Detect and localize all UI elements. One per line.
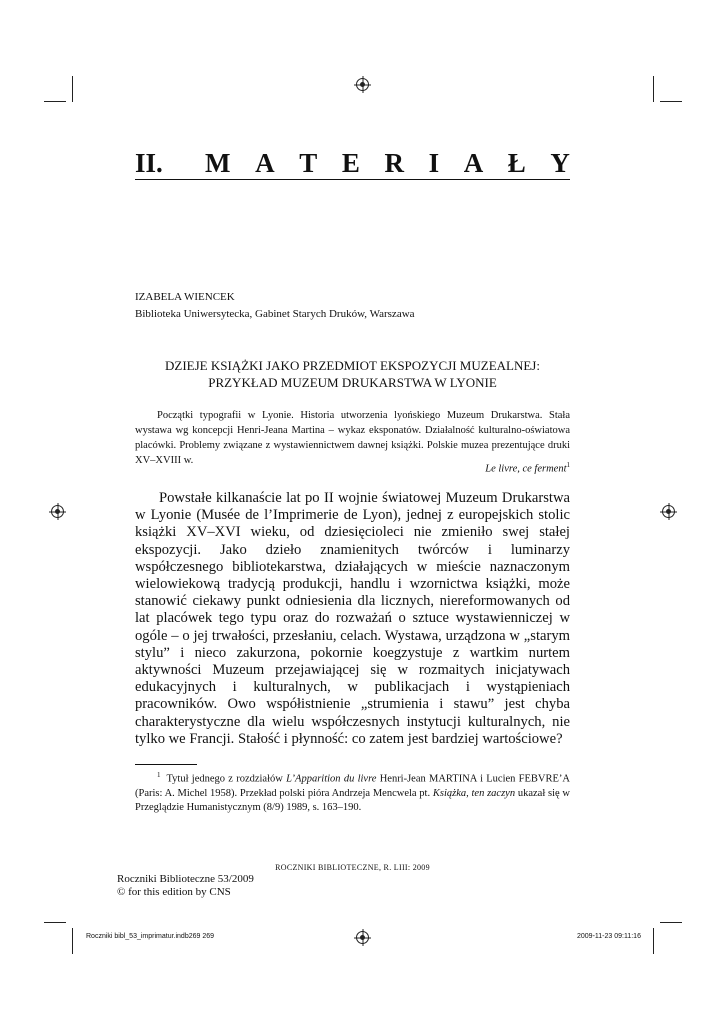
epigraph [135,461,570,475]
crop-mark [660,922,682,923]
crop-mark [660,101,682,102]
footnote [135,768,570,815]
author-affiliation: Biblioteka Uniwersytecka, Gabinet Starych Druków, Warszawa [135,308,415,320]
epigraph-text: Le livre, ce ferment [485,463,567,475]
footnote-number: 1 [157,771,161,779]
author-name: IZABELA WIENCEK [135,291,235,303]
chapter-rule [135,179,570,180]
article-title-line: DZIEJE KSIĄŻKI JAKO PRZEDMIOT EKSPOZYCJI MUZEALNEJ: [165,358,540,373]
crop-mark [653,76,654,102]
crop-mark [44,922,66,923]
chapter-letter: E [341,148,360,178]
printer-slug-file: Roczniki bibl_53_imprimatur.indb269 269 [86,933,215,940]
journal-issue: Roczniki Biblioteczne 53/2009 [117,873,254,885]
chapter-letter: R [384,148,404,178]
registration-mark-icon [356,931,369,944]
chapter-letter: I [428,148,440,178]
crop-mark [653,928,654,954]
footnote-italic: Książka, ten zaczyn [432,787,516,799]
registration-mark-icon [662,505,675,518]
chapter-letter: Y [550,148,570,178]
article-title-line: PRZYKŁAD MUZEUM DRUKARSTWA W LYONIE [208,375,497,390]
chapter-number: II. [135,148,163,178]
footnote-rule [135,764,197,765]
footnote-text: Tytuł jednego z rozdziałów [166,773,287,785]
body-paragraph: Powstałe kilkanaście lat po II wojnie światowej Muzeum Drukarstwa w Lyonie (Musée de l’Imprimerie de Lyon), jednej z europejskich stolic książki XV–XVI wieku, od dziesięcioleci nie zmieniło swej stałej ekspozycji. Jako dzieło znamienitych twórców i luminarzy współczesnego bibliotekarstwa, działających w mieście naznaczonym wielowiekową tradycją produkcji, handlu i wzornictwa książki, może stanowić ciekawy punkt odniesienia dla licznych, niereformowanych od lat placówek tego typu oraz do rozważań o sztuce wystawienniczej w ogóle – o jej trwałości, przesłaniu, celach. Wystawa, urządzona w „starym stylu” i nieco zakurzona, pokornie koegzystuje z wartkim nurtem aktywności Muzeum przejawiającej się w rozmaitych inicjatywach edukacyjnych i kulturalnych, w publikacjach i wystąpieniach pracowników. Owo współistnienie „strumienia i stawu” jest chyba charakterystyczne dla wielu współczesnych instytucji kulturalnych, nie tylko we Francji. Stałość i płynność: co zatem jest bardziej wartościowe? [135,490,570,747]
chapter-letter: T [299,148,318,178]
chapter-title [205,148,570,179]
footnote-italic: L’Apparition du livre [286,773,377,785]
chapter-letter: A [463,148,484,178]
journal-info [117,873,254,899]
footnote-marker: 1 [566,461,570,469]
chapter-letter: Ł [507,148,526,178]
registration-mark-icon [51,505,64,518]
crop-mark [44,101,66,102]
crop-mark [72,928,73,954]
abstract: Początki typografii w Lyonie. Historia utworzenia lyońskiego Muzeum Drukarstwa. Stała wystawa wg koncepcji Henri-Jeana Martina – wykaz eksponatów. Działalność kulturalno-oświatowa placówki. Problemy związane z wystawiennictwem dawnej książki. Polskie muzea prezentujące druki XV–XVIII w. [135,410,570,466]
footnote-text: ukazał się w Przeglądzie Humanistycznym (8/9) 1989, s. 163–190. [135,787,570,813]
registration-mark-icon [356,78,369,91]
copyright-notice: © for this edition by CNS [117,886,231,898]
crop-mark [72,76,73,102]
footnote-text: Henri-Jean MARTINA i Lucien FEBVRE’A (Paris: A. Michel 1958). Przekład polski pióra Andrzeja Mencwela pt. [135,773,570,799]
running-footer: ROCZNIKI BIBLIOTECZNE, R. LIII: 2009 [275,863,430,872]
printer-slug-timestamp: 2009-11-23 09:11:16 [577,933,641,940]
chapter-heading [135,148,570,182]
chapter-letter: A [255,148,275,178]
article-title [135,357,570,391]
chapter-letter: M [205,148,231,178]
